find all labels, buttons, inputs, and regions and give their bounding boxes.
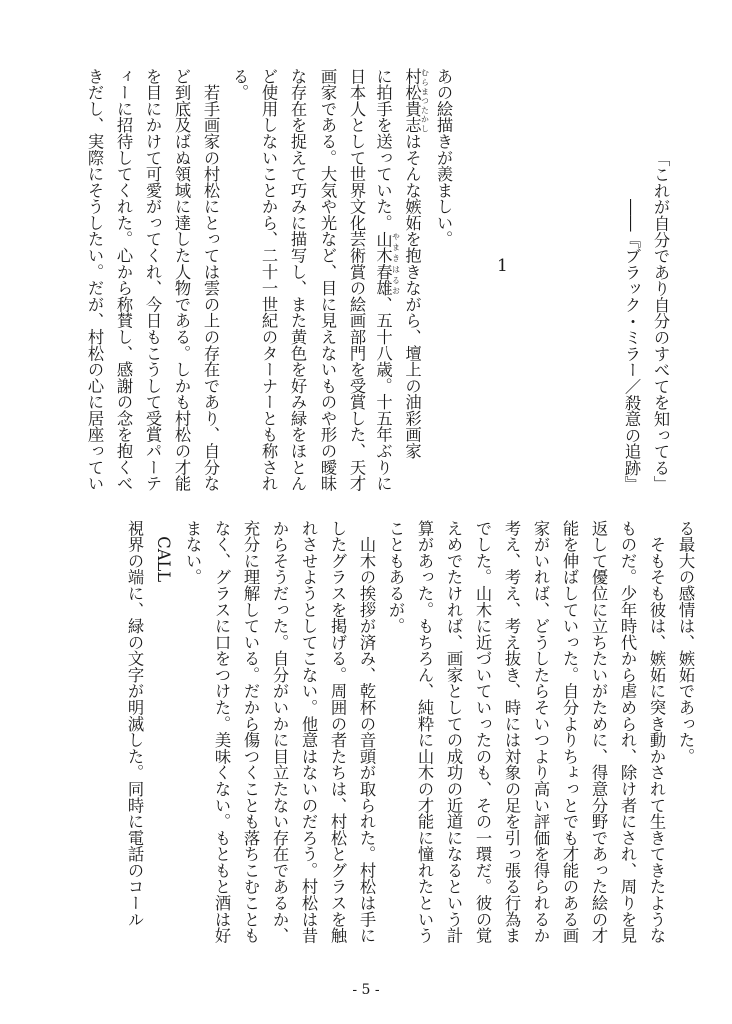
ruby-reading: むらまつたかし xyxy=(420,68,430,134)
name-text: 村松貴志 xyxy=(402,68,422,134)
text-line: 充分に理解している。だから傷つくことも落ちこむことも xyxy=(241,520,260,944)
text-line: なく、グラスに口をつけた。美味くない。もともと酒は好 xyxy=(212,520,231,944)
text-line: 返して優位に立ちたいがために、得意分野であった絵の才 xyxy=(589,520,608,944)
text-line: ィーに招待してくれた。心から称賛し、感謝の念を抱くべ xyxy=(114,68,133,492)
text-line: 視界の端に、緑の文字が明滅した。同時に電話のコール xyxy=(125,520,144,928)
text-line: 考え、考え、考え抜き、時には対象の足を引っ張る行為ま xyxy=(502,520,521,944)
text-line: きだし、実際にそうしたい。だが、村松の心に居座ってい xyxy=(85,68,104,492)
text-line: ど使用しないことから、二十一世紀のターナーとも称され xyxy=(259,68,278,492)
text-line: を目にかけて可愛がってくれ、今日もこうして受賞パーテ xyxy=(143,68,162,492)
text-line: こともあるが。 xyxy=(386,520,405,635)
line-text: 、五十八歳。十五年ぶりに xyxy=(373,296,393,492)
text-line: えめでたければ、画家としての成功の近道になるという計 xyxy=(444,520,463,944)
text-line: したグラスを掲げる。周囲の者たちは、村松とグラスを触 xyxy=(328,520,347,944)
chapter-number: 1 xyxy=(497,256,508,276)
text-line: ものだ。少年時代から虐められ、除け者にされ、周りを見 xyxy=(618,520,637,944)
text-line: 画家である。大気や光など、目に見えないものや形の曖昧 xyxy=(318,68,337,492)
ruby-name-yamaki xyxy=(373,230,401,297)
text-line: そもそも彼は、嫉妬に突き動かされて生きてきたような xyxy=(647,520,666,944)
text-line: 日本人として世界文化芸術賞の絵画部門を受賞した、天才 xyxy=(347,68,366,492)
line-text: はそんな嫉妬を抱きながら、壇上の油彩画家 xyxy=(402,133,422,459)
text-line: まない。 xyxy=(183,520,202,586)
name-text: 山木春雄 xyxy=(373,230,393,297)
epigraph-source: ――『ブラック・ミラー／殺意の追跡』 xyxy=(622,198,641,492)
text-line xyxy=(400,68,429,498)
text-line: 家がいれば、どうしたらそいつより高い評価を得られるか xyxy=(531,520,550,944)
text-line: 能を伸ばしていった。自分よりちょっとでも才能のある画 xyxy=(560,520,579,944)
text-line: 山木の挨拶が済み、乾杯の音頭が取られた。村松は手に xyxy=(357,520,376,944)
text-line: でした。山木に近づいていったのも、その一環だ。彼の覚 xyxy=(473,520,492,944)
text-line: あの絵描きが羨ましい。 xyxy=(434,68,453,248)
call-text-line: CALL xyxy=(154,520,173,583)
text-line: 若手画家の村松にとっては雲の上の存在であり、自分な xyxy=(201,68,220,492)
line-text: に拍手を送っていた。 xyxy=(373,68,393,231)
epigraph-quote: 「これが自分であり自分のすべてを知ってる」 xyxy=(651,149,670,492)
page-number: - 5 - xyxy=(352,982,380,998)
text-line: る。 xyxy=(230,68,249,101)
text-line: れさせようとしてこない。他意はないのだろう。村松は昔 xyxy=(299,520,318,944)
text-line: る最大の感情は、嫉妬であった。 xyxy=(676,520,695,765)
ruby-name-muramatsu xyxy=(402,68,430,134)
text-line: ど到底及ばぬ領域に達した人物である。しかも村松の才能 xyxy=(172,68,191,492)
text-line xyxy=(371,68,400,498)
text-line: 算があった。もちろん、純粋に山木の才能に憧れたという xyxy=(415,520,434,944)
text-line: からそうだった。自分がいかに目立たない存在であるか、 xyxy=(270,520,289,944)
ruby-reading: やまきはるお xyxy=(391,230,401,297)
text-line: な存在を捉えて巧みに描写し、また黄色を好み緑をほとん xyxy=(288,68,307,492)
